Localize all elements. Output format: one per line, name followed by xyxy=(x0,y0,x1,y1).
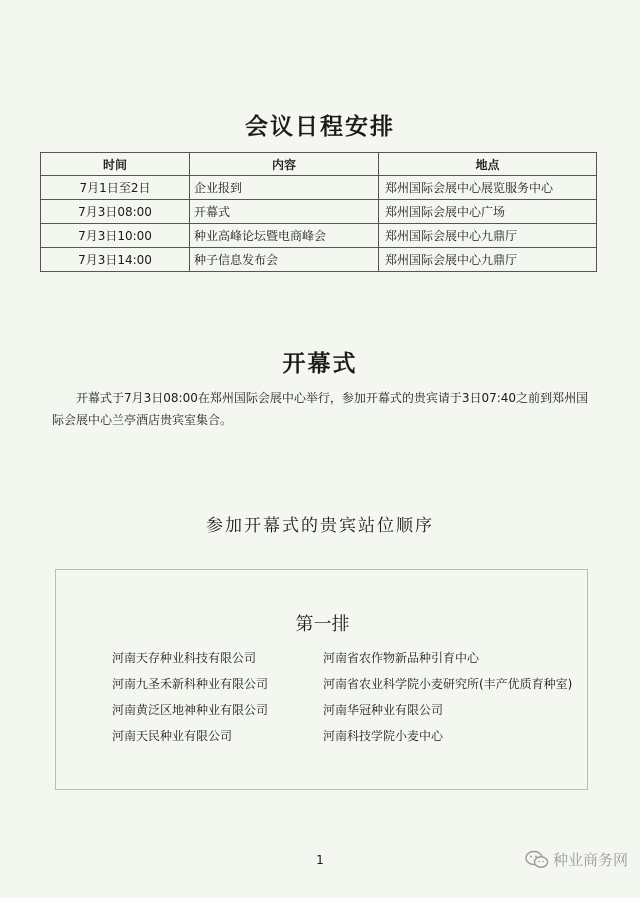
page-title: 会议日程安排 xyxy=(245,114,395,140)
cell-content: 种业高峰论坛暨电商峰会 xyxy=(190,224,379,248)
table-row xyxy=(41,224,597,248)
opening-title: 开幕式 xyxy=(282,351,358,377)
cell-time: 7月3日08:00 xyxy=(41,200,190,224)
guest-name: 河南天民种业有限公司 xyxy=(112,729,233,743)
table-row xyxy=(41,200,597,224)
wechat-icon xyxy=(525,850,549,870)
watermark-text: 种业商务网 xyxy=(552,851,628,869)
guest-order-heading: 参加开幕式的贵宾站位顺序 xyxy=(206,516,434,536)
cell-time: 7月3日10:00 xyxy=(41,224,190,248)
guest-name: 河南省农业科学院小麦研究所(丰产优质育种室) xyxy=(323,677,573,691)
guest-name: 河南省农作物新品种引育中心 xyxy=(323,651,480,665)
table-row xyxy=(41,248,597,272)
cell-place: 郑州国际会展中心九鼎厅 xyxy=(379,224,597,248)
cell-place: 郑州国际会展中心广场 xyxy=(379,200,597,224)
guest-name: 河南九圣禾新科种业有限公司 xyxy=(112,677,269,691)
column-header-content: 内容 xyxy=(190,153,379,176)
table-header-row xyxy=(41,153,597,176)
cell-time: 7月1日至2日 xyxy=(41,176,190,200)
page-number: 1 xyxy=(316,853,324,867)
guest-list-box xyxy=(55,569,588,790)
column-header-place: 地点 xyxy=(379,153,597,176)
cell-content: 开幕式 xyxy=(190,200,379,224)
cell-content: 企业报到 xyxy=(190,176,379,200)
guest-name: 河南天存种业科技有限公司 xyxy=(112,651,257,665)
table-row xyxy=(41,176,597,200)
opening-paragraph: 开幕式于7月3日08:00在郑州国际会展中心举行，参加开幕式的贵宾请于3日07:40之前到郑州国际会展中心兰亭酒店贵宾室集合。 xyxy=(52,391,589,427)
guest-name: 河南华冠种业有限公司 xyxy=(323,703,444,717)
watermark xyxy=(525,849,628,870)
guest-grid xyxy=(112,648,593,746)
guest-name: 河南科技学院小麦中心 xyxy=(323,729,444,743)
guest-name: 河南黄泛区地神种业有限公司 xyxy=(112,703,269,717)
column-header-time: 时间 xyxy=(41,153,190,176)
cell-place: 郑州国际会展中心展览服务中心 xyxy=(379,176,597,200)
schedule-table xyxy=(40,152,597,272)
row-title: 第一排 xyxy=(295,614,350,635)
cell-content: 种子信息发布会 xyxy=(190,248,379,272)
cell-place: 郑州国际会展中心九鼎厅 xyxy=(379,248,597,272)
cell-time: 7月3日14:00 xyxy=(41,248,190,272)
